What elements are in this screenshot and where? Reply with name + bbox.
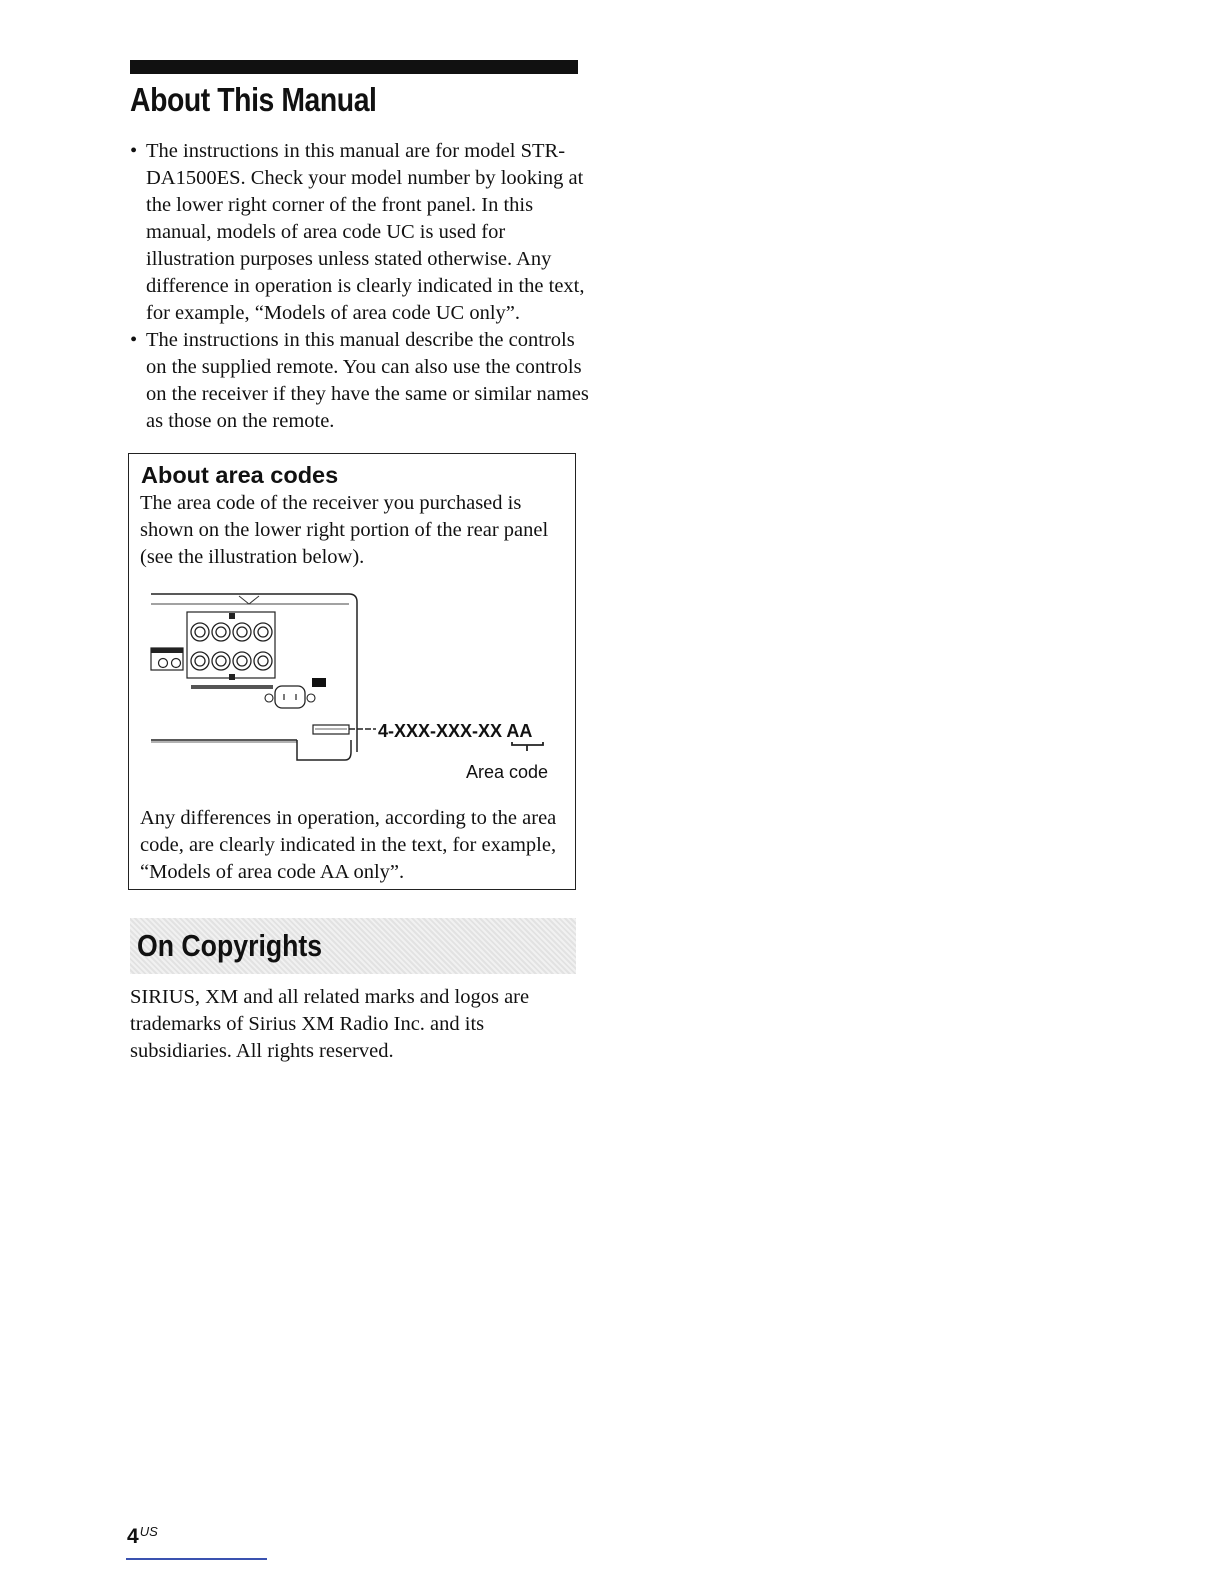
area-codes-box bbox=[128, 453, 576, 890]
copyright-text: SIRIUS, XM and all related marks and logos are trademarks of Sirius XM Radio Inc. and its subsidiaries. All rights reserved. bbox=[130, 986, 530, 1062]
footer-rule bbox=[126, 1558, 267, 1560]
area-code-caption: Area code bbox=[466, 762, 549, 782]
instruction-list bbox=[130, 138, 590, 435]
area-codes-intro: The area code of the receiver you purchased is shown on the lower right portion of the rear panel (see the illustration below). bbox=[140, 492, 549, 568]
rear-panel-drawing bbox=[129, 584, 575, 774]
heading-rule bbox=[130, 60, 578, 74]
area-codes-title: About area codes bbox=[141, 462, 339, 488]
list-item: • The instructions in this manual describe the controls on the supplied remote. You can also use the controls on the receiver if they have the same or similar names as those on the remote. bbox=[130, 327, 590, 435]
area-codes-outro: Any differences in operation, according to the area code, are clearly indicated in the text, for example, “Models of area code AA only”. bbox=[140, 807, 557, 883]
page-title: About This Manual bbox=[130, 81, 377, 118]
copyrights-title: On Copyrights bbox=[137, 928, 323, 963]
page-number bbox=[127, 1524, 158, 1549]
page-number-value: 4 bbox=[127, 1525, 139, 1548]
page-number-suffix: US bbox=[139, 1524, 158, 1539]
model-code-label: 4-XXX-XXX-XX AA bbox=[378, 721, 533, 741]
list-item: • The instructions in this manual are for model STR-DA1500ES. Check your model number by looking at the lower right corner of the front panel. In this manual, models of area code UC is used for illustration purposes unless stated otherwise. Any difference in operation is clearly indicated in the text, for example, “Models of area code UC only”. bbox=[130, 138, 590, 327]
rear-panel-illustration bbox=[129, 584, 575, 782]
